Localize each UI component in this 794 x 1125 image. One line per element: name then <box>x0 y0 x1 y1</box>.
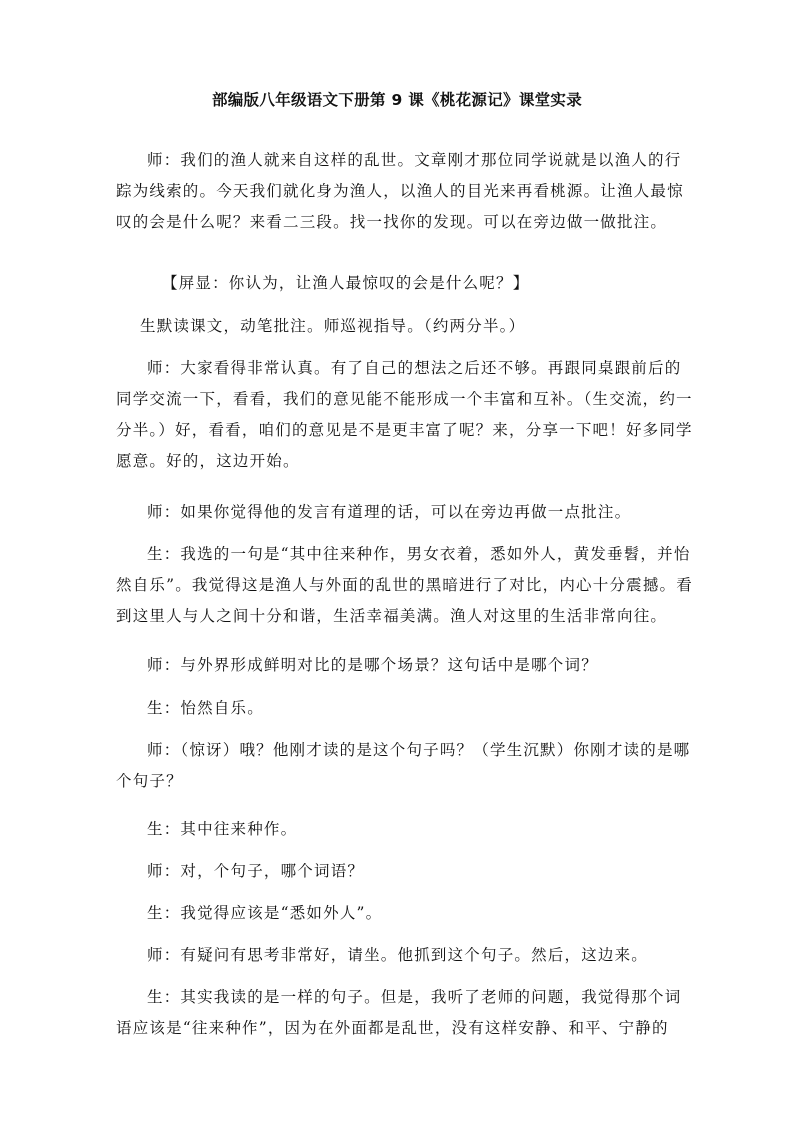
paragraph-teacher-praise: 师：有疑问有思考非常好，请坐。他抓到这个句子。然后，这边来。 <box>147 946 649 964</box>
paragraph-screen-prompt: 【屏显：你认为，让渔人最惊叹的会是什么呢？】 <box>162 274 530 292</box>
paragraph-teacher-intro: 师：我们的渔人就来自这样的乱世。文章刚才那位同学说就是以渔人的行踪为线索的。今天我们就化身为渔人，以渔人的目光来再看桃源。让渔人最惊叹的会是什么呢？来看二三段。找一找你的发现。可以在旁边做一做批注。 <box>116 151 684 231</box>
paragraph-teacher-discussion: 师：大家看得非常认真。有了自己的想法之后还不够。再跟同桌跟前后的同学交流一下，看看，我们的意见能不能形成一个丰富和互补。（生交流，约一分半。）好，看看，咱们的意见是不是更丰富了呢？来，分享一下吧！好多同学愿意。好的，这边开始。 <box>116 359 693 470</box>
paragraph-student-reading: 生默读课文，动笔批注。师巡视指导。（约两分半。） <box>140 317 526 335</box>
paragraph-student-answer-1: 生：我选的一句是“其中往来种作，男女衣着，悉如外人，黄发垂髫，并怡然自乐”。我觉得这是渔人与外面的乱世的黑暗进行了对比，内心十分震撼。看到这里人与人之间十分和谐，生活幸福美满。渔人对这里的生活非常向往。 <box>116 545 693 625</box>
paragraph-student-answer-3: 生：其中往来种作。 <box>147 820 298 838</box>
paragraph-student-answer-2: 生：怡然自乐。 <box>147 699 264 717</box>
paragraph-student-answer-4: 生：我觉得应该是“悉如外人”。 <box>147 904 383 922</box>
paragraph-teacher-question-2: 师：（惊讶）哦？他刚才读的是这个句子吗？（学生沉默）你刚才读的是哪个句子？ <box>116 741 691 790</box>
document-title: 部编版八年级语文下册第 9 课《桃花源记》课堂实录 <box>211 91 583 109</box>
paragraph-student-answer-5: 生：其实我读的是一样的句子。但是，我听了老师的问题，我觉得那个词语应该是“往来种作”，因为在外面都是乱世，没有这样安静、和平、宁静的 <box>116 988 682 1037</box>
paragraph-teacher-question-3: 师：对，个句子，哪个词语？ <box>147 862 365 880</box>
paragraph-teacher-question-1: 师：与外界形成鲜明对比的是哪个场景？这句话中是哪个词？ <box>147 656 598 674</box>
paragraph-teacher-annotation: 师：如果你觉得他的发言有道理的话，可以在旁边再做一点批注。 <box>147 503 632 521</box>
